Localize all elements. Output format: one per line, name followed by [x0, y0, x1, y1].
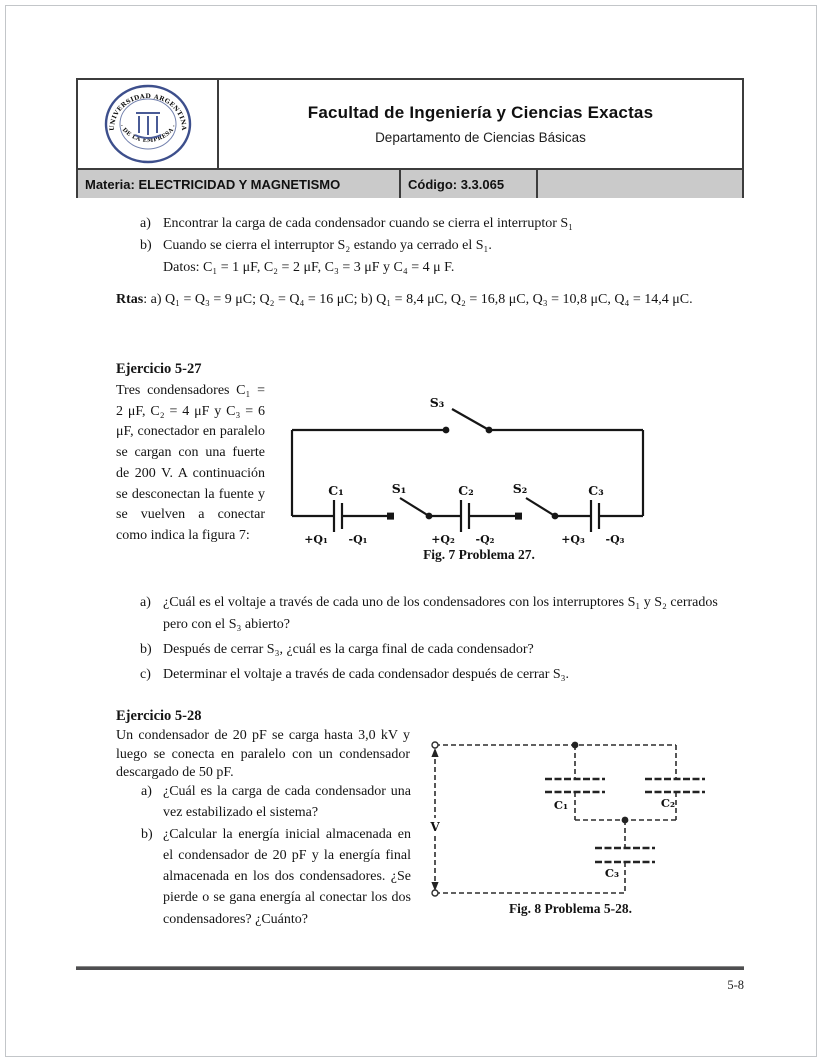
page-number: 5-8 [727, 978, 744, 992]
exercise-27-body: Tres condensadores C₁ = 2 μF, C₂ = 4 μF y C₃ = 6 μF, conectador en paralelo se cargan con una fuerte de 200 V. A continuación se desconectan la fuente y se vuelven a conectar como indica la figura 7: [116, 383, 265, 543]
charge-minus-q3-label: -Q₃ [605, 533, 625, 546]
answers-paragraph [116, 289, 716, 310]
capacitor-c3-label: C₃ [588, 483, 604, 498]
list-item [140, 235, 720, 257]
exercise-27-questions [140, 592, 718, 686]
item-text: Determinar el voltaje a través de cada condensador después de cerrar S₃. [163, 667, 570, 682]
item-marker: b) [140, 238, 152, 253]
exercise-28-questions [141, 781, 411, 930]
figure-7-caption: Fig. 7 Problema 27. [423, 547, 535, 562]
exercise-27-title: Ejercicio 5-27 [116, 361, 202, 377]
footer-rule [76, 966, 744, 970]
item-text: ¿Calcular la energía inicial almacenada en el condensador de 20 pF y la energía final almacenada en los dos condensadores. ¿Se pierde o se gana energía al conectar los dos condensadores? ¿Cuánto? [163, 826, 411, 927]
charge-plus-q2-label: +Q₂ [431, 533, 455, 546]
capacitor-c2-label: C₂ [458, 483, 474, 498]
department-subtitle: Departamento de Ciencias Básicas [375, 130, 586, 145]
answers-label: Rtas [116, 292, 144, 307]
capacitor-c1-label: C₁ [328, 483, 344, 498]
capacitor-c1-label: C₁ [553, 798, 569, 812]
materia-cell: Materia: ELECTRICIDAD Y MAGNETISMO [78, 170, 401, 198]
question-item [140, 639, 718, 661]
switch-s1-label: S₁ [391, 481, 407, 496]
codigo-cell: Código: 3.3.065 [401, 170, 538, 198]
voltage-source-label: V [430, 820, 440, 834]
item-marker: c) [140, 667, 151, 682]
answers-text: : a) Q₁ = Q₃ = 9 μC; Q₂ = Q₄ = 16 μC; b) Q₁ = 8,4 μC, Q₂ = 16,8 μC, Q₃ = 10,8 μC, Q₄ = 14,4 μC. [143, 292, 693, 307]
item-marker: a) [141, 784, 152, 799]
item-marker: a) [140, 216, 151, 231]
datos-line: Datos: C₁ = 1 μF, C₂ = 2 μF, C₃ = 3 μF y C₄ = 4 μ F. [163, 260, 455, 275]
question-item [140, 664, 718, 686]
figure-8-circuit [428, 730, 750, 900]
logo-cell [78, 80, 219, 168]
exercise-28-title: Ejercicio 5-28 [116, 708, 202, 724]
item-marker: b) [140, 642, 152, 657]
seal-ring-text-top: UNIVERSIDAD ARGENTINA [108, 92, 187, 131]
capacitor-c2-label: C₂ [660, 796, 676, 810]
item-text: Encontrar la carga de cada condensador cuando se cierra el interruptor S₁ [163, 216, 574, 231]
item-marker: b) [141, 826, 153, 842]
header-subject-row [78, 168, 742, 198]
capacitor-c3-label: C₃ [604, 866, 620, 880]
empty-cell [538, 170, 742, 198]
charge-minus-q1-label: -Q₁ [348, 533, 368, 546]
question-item [140, 592, 718, 636]
switch-s3-label: S₃ [429, 395, 445, 410]
figure-7-circuit [289, 394, 646, 548]
item-text: ¿Cuál es el voltaje a través de cada uno de los condensadores con los interruptores S₁ y S₂ cerrados pero con el S₃ abierto? [163, 595, 718, 632]
charge-plus-q1-label: +Q₁ [304, 533, 328, 546]
item-marker: a) [140, 595, 151, 610]
charge-plus-q3-label: +Q₃ [561, 533, 585, 546]
intro-exercise-list [140, 213, 720, 279]
switch-s2-label: S₂ [512, 481, 528, 496]
exercise-28-body: Un condensador de 20 pF se carga hasta 3,0 kV y luego se conecta en paralelo con un condensador descargado de 50 pF. [116, 728, 410, 781]
question-item [141, 824, 411, 930]
question-item [141, 781, 411, 824]
header-top-row [78, 80, 742, 168]
item-text: Cuando se cierra el interruptor S₂ estando ya cerrado el S₁. [163, 238, 492, 253]
faculty-title: Facultad de Ingeniería y Ciencias Exactas [307, 103, 654, 122]
figure-8-caption: Fig. 8 Problema 5-28. [508, 901, 633, 916]
seal-ring-text-bottom: · DE LA EMPRESA · [117, 123, 178, 145]
item-text: Después de cerrar S₃, ¿cuál es la carga final de cada condensador? [163, 642, 534, 657]
university-seal-icon [102, 83, 194, 165]
list-item [140, 213, 720, 235]
header-title-cell [219, 80, 742, 168]
item-text: ¿Cuál es la carga de cada condensador una vez estabilizado el sistema? [163, 784, 411, 821]
charge-minus-q2-label: -Q₂ [475, 533, 495, 546]
header-table [76, 78, 744, 198]
